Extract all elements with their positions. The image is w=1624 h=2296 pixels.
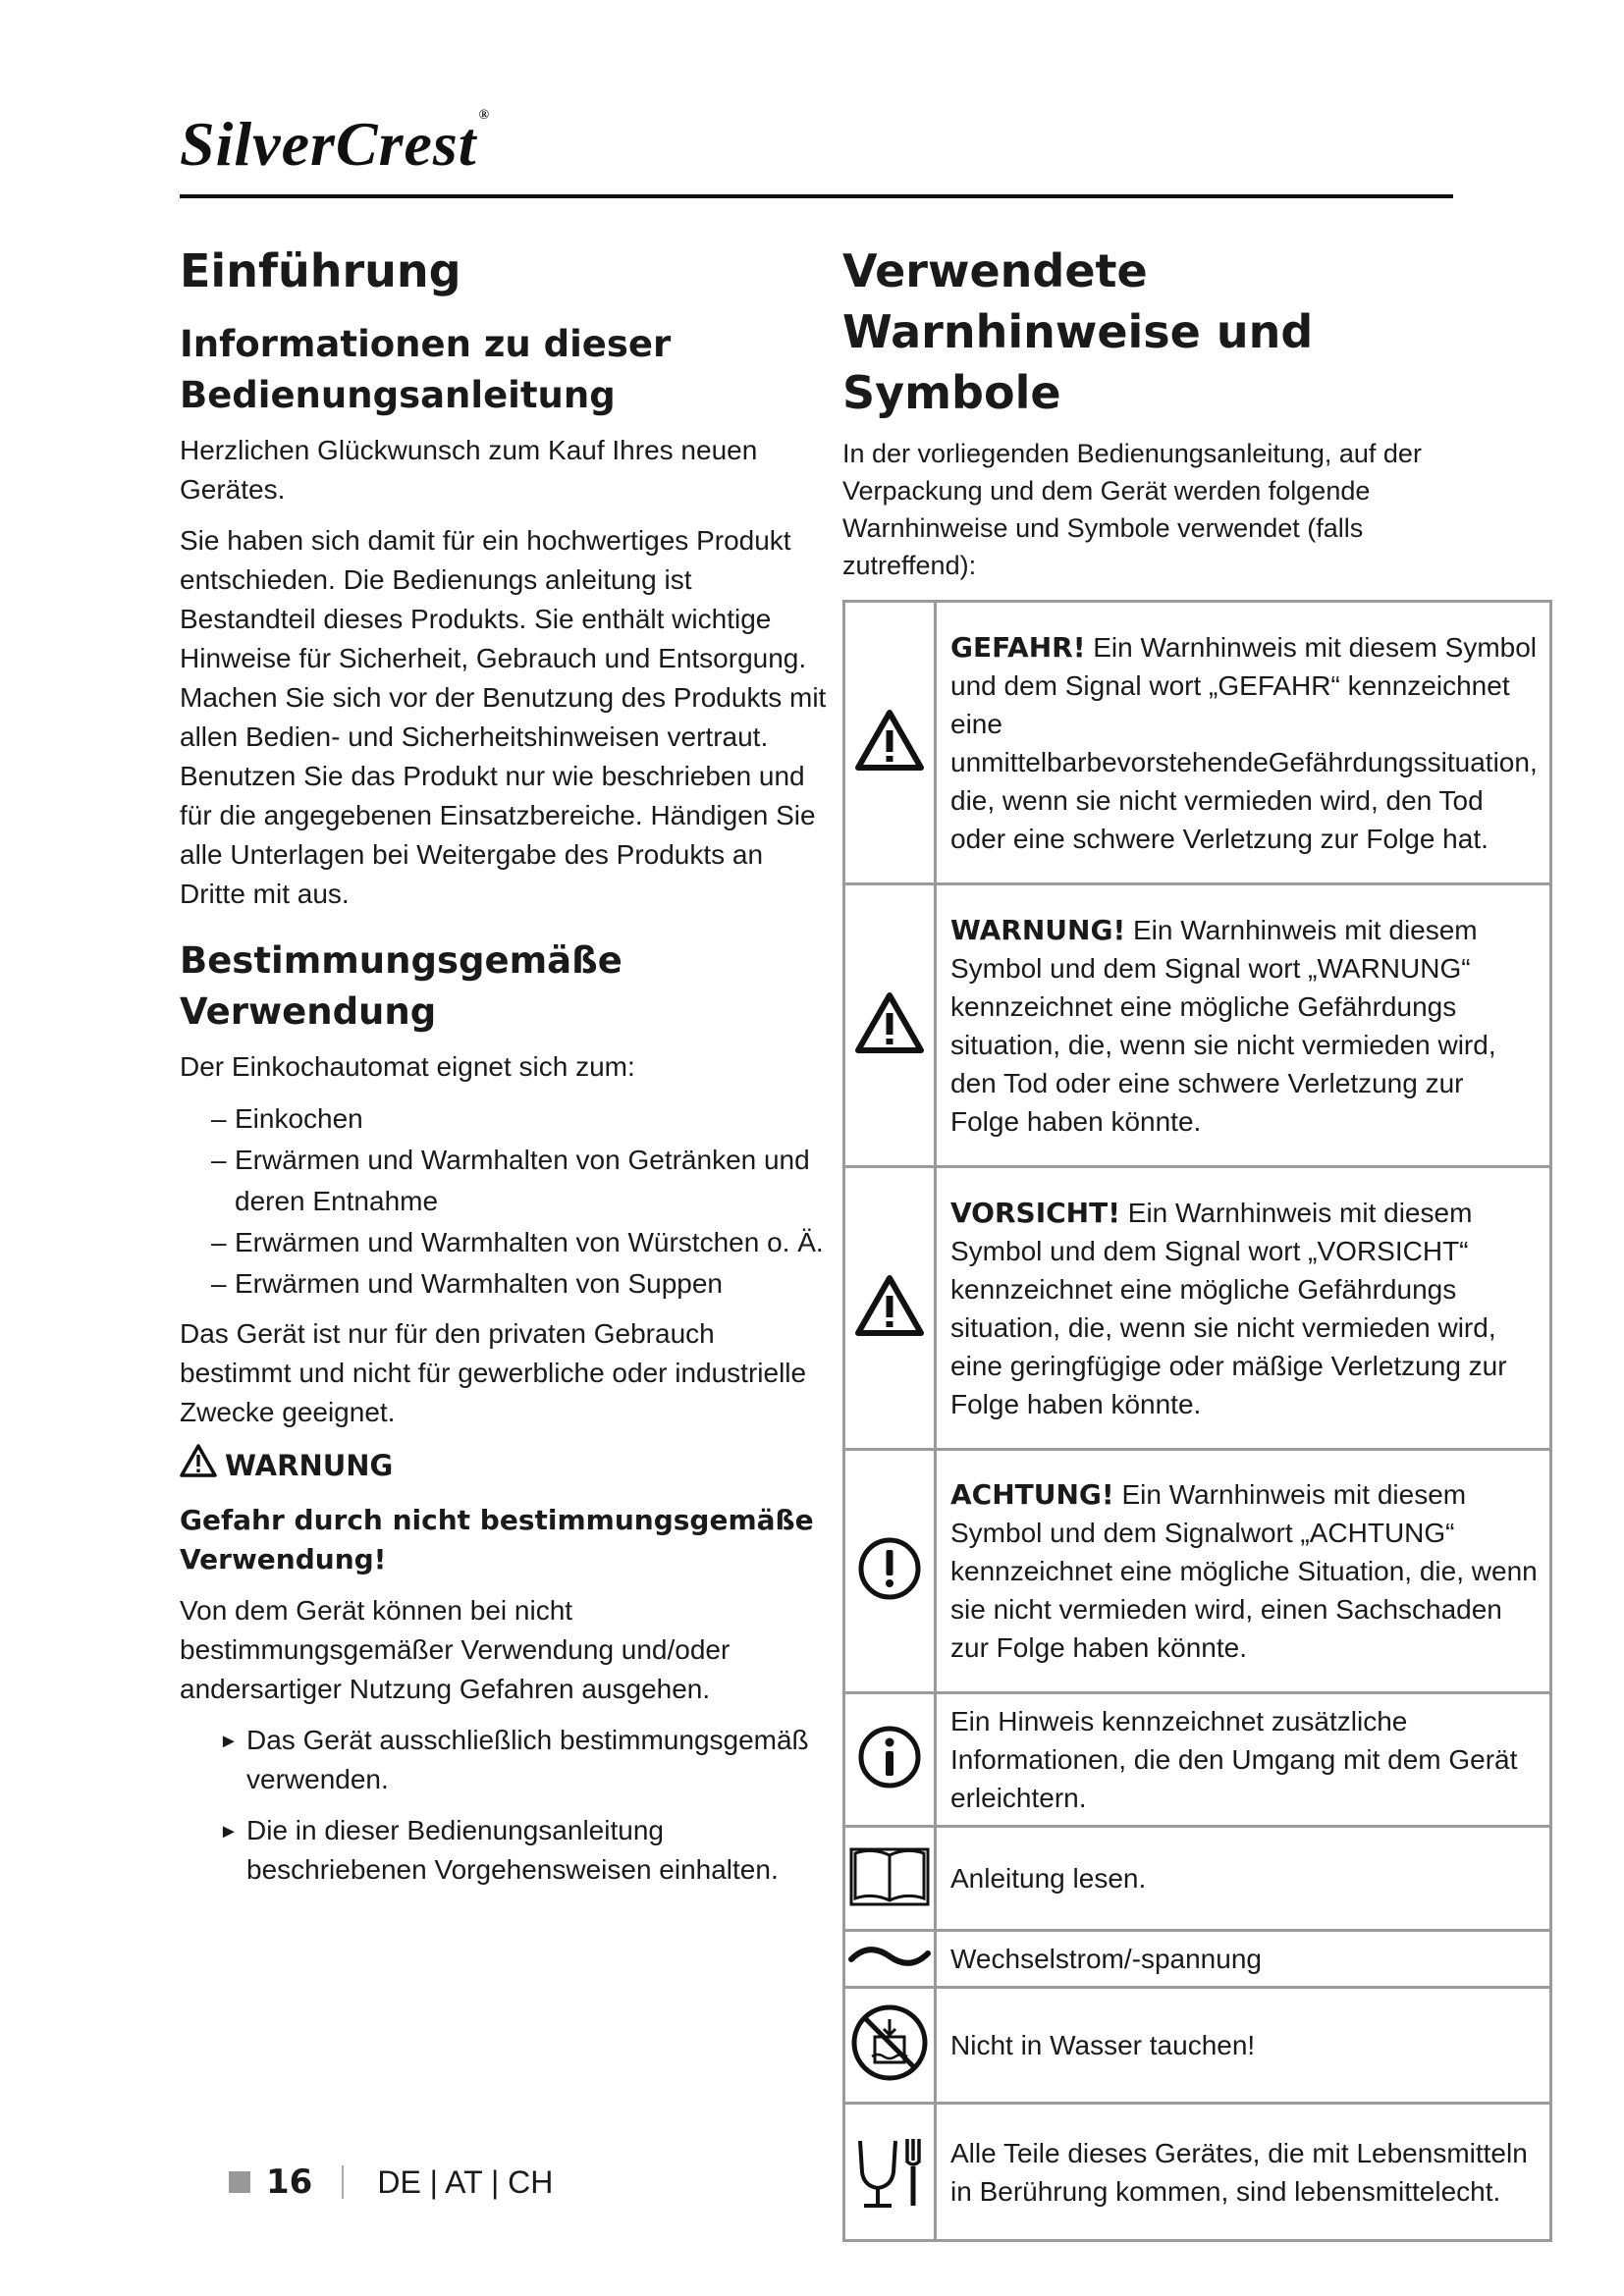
table-row [844,1931,1551,1988]
row-text: Ein Warnhinweis mit diesem Symbol und dem Signal wort „GEFAHR“ kennzeichnet eine unmittelbarbevorstehendeGefährdungssituation, die, wenn sie nicht vermieden wird, den Tod oder eine schwere Verletzung zur Folge hat. [950,631,1538,854]
intended-use-list [180,1098,828,1305]
food-safe-icon [844,2104,936,2241]
signal-word: WARNUNG! [950,913,1126,946]
table-row [844,2104,1551,2241]
instruction-list [180,1721,828,1890]
signal-word: GEFAHR! [950,630,1086,664]
list-item: – Erwärmen und Warmhalten von Getränken und deren Entnahme [211,1140,828,1222]
warning-title: Gefahr durch nicht bestimmungsgemäße Verwendung! [180,1504,814,1575]
paragraph-private-use: Das Gerät ist nur für den privaten Gebrauch bestimmt und nicht für gewerbliche oder industrielle Zwecke geeignet. [180,1318,807,1427]
row-text: Ein Hinweis kennzeichnet zusätzliche Informationen, die den Umgang mit dem Gerät erleichtern. [950,1706,1518,1813]
row-text: Ein Warnhinweis mit diesem Symbol und dem Signal wort „WARNUNG“ kennzeichnet eine mögliche Gefährdungs situation, die, wenn sie nicht vermieden wird, den Tod oder eine schwere Verletzung zur Folge haben könnte. [950,914,1496,1137]
list-item: ► Die in dieser Bedienungsanleitung beschriebenen Vorgehensweisen einhalten. [219,1811,828,1890]
row-text: Alle Teile dieses Gerätes, die mit Lebensmitteln in Berührung kommen, sind lebensmittelecht. [950,2137,1528,2207]
list-item: – Erwärmen und Warmhalten von Suppen [211,1263,828,1305]
page-number: 16 [266,2163,313,2202]
brand-logo: SilverCrest ® [180,108,491,179]
symbols-intro: In der vorliegenden Bedienungsanleitung, auf der Verpackung und dem Gerät werden folgende Warnhinweise und Symbole verwendet (falls zutreffend): [842,439,1422,580]
alternating-current-icon [844,1931,936,1988]
row-text: Ein Warnhinweis mit diesem Symbol und dem Signal wort „VORSICHT“ kennzeichnet eine mögliche Gefährdungs situation, die, wenn sie nicht vermieden wird, eine geringfügige oder mäßige Verletzung zur Folge haben könnte. [950,1197,1507,1419]
warning-triangle-icon [844,1167,936,1450]
warning-triangle-icon [180,1444,217,1487]
paragraph-congrats: Herzlichen Glückwunsch zum Kauf Ihres neuen Gerätes. [180,435,758,505]
right-column [842,240,1538,2242]
section-heading-manual-info: Informationen zu dieser Bedienungsanleitung [180,323,672,416]
section-heading-intended-use: Bestimmungsgemäße Verwendung [180,939,623,1033]
warning-text: Von dem Gerät können bei nicht bestimmungsgemäßer Verwendung und/oder andersartiger Nutzung Gefahren ausgehen. [180,1595,731,1704]
table-row [844,1693,1551,1827]
header-rule [180,194,1453,198]
row-text: Wechselstrom/-spannung [950,1944,1262,1974]
table-row [844,1988,1551,2104]
footer-divider [342,2165,344,2199]
paragraph-product-info: Sie haben sich damit für ein hochwertiges Produkt entschieden. Die Bedienungs anleitung ist Bestandteil dieses Produkts. Sie enthält wichtige Hinweise für Sicherheit, Gebrauch und Entsorgung. Machen Sie sich vor der Benutzung des Produkts mit allen Bedien- und Sicherheitshinweisen vertraut. Benutzen Sie das Produkt nur wie beschrieben und für die angegebenen Einsatzbereiche. Händigen Sie alle Unterlagen bei Weitergabe des Produkts an Dritte mit aus. [180,525,827,909]
warning-label: WARNUNG [180,1444,828,1487]
table-row [844,1450,1551,1693]
paragraph-suitable-for: Der Einkochautomat eignet sich zum: [180,1051,635,1082]
table-row [844,884,1551,1167]
list-item: – Erwärmen und Warmhalten von Würstchen o. Ä. [211,1222,828,1263]
row-text: Ein Warnhinweis mit diesem Symbol und dem Signalwort „ACHTUNG“ kennzeichnet eine mögliche Situation, die, wenn sie nicht vermieden wird, einen Sachschaden zur Folge haben könnte. [950,1479,1538,1663]
page-marker [229,2171,250,2193]
signal-word: VORSICHT! [950,1196,1120,1229]
row-text: Anleitung lesen. [950,1863,1147,1894]
info-circle-icon [844,1693,936,1827]
open-book-icon [844,1827,936,1931]
exclamation-circle-icon [844,1450,936,1693]
page-footer [229,2163,553,2202]
no-immersion-icon [844,1988,936,2104]
table-row [844,1167,1551,1450]
page-title: Einführung [180,244,461,297]
table-row [844,1827,1551,1931]
warning-triangle-icon [844,602,936,884]
symbols-table [842,600,1552,2242]
left-column [180,240,828,1901]
warning-triangle-icon [844,884,936,1167]
row-text: Nicht in Wasser tauchen! [950,2030,1256,2060]
signal-word: ACHTUNG! [950,1478,1114,1511]
country-codes: DE | AT | CH [377,2163,554,2200]
list-item: – Einkochen [211,1098,828,1140]
list-item: ► Das Gerät ausschließlich bestimmungsgemäß verwenden. [219,1721,828,1799]
table-row [844,602,1551,884]
section-title-symbols: Verwendete Warnhinweise und Symbole [842,244,1314,419]
